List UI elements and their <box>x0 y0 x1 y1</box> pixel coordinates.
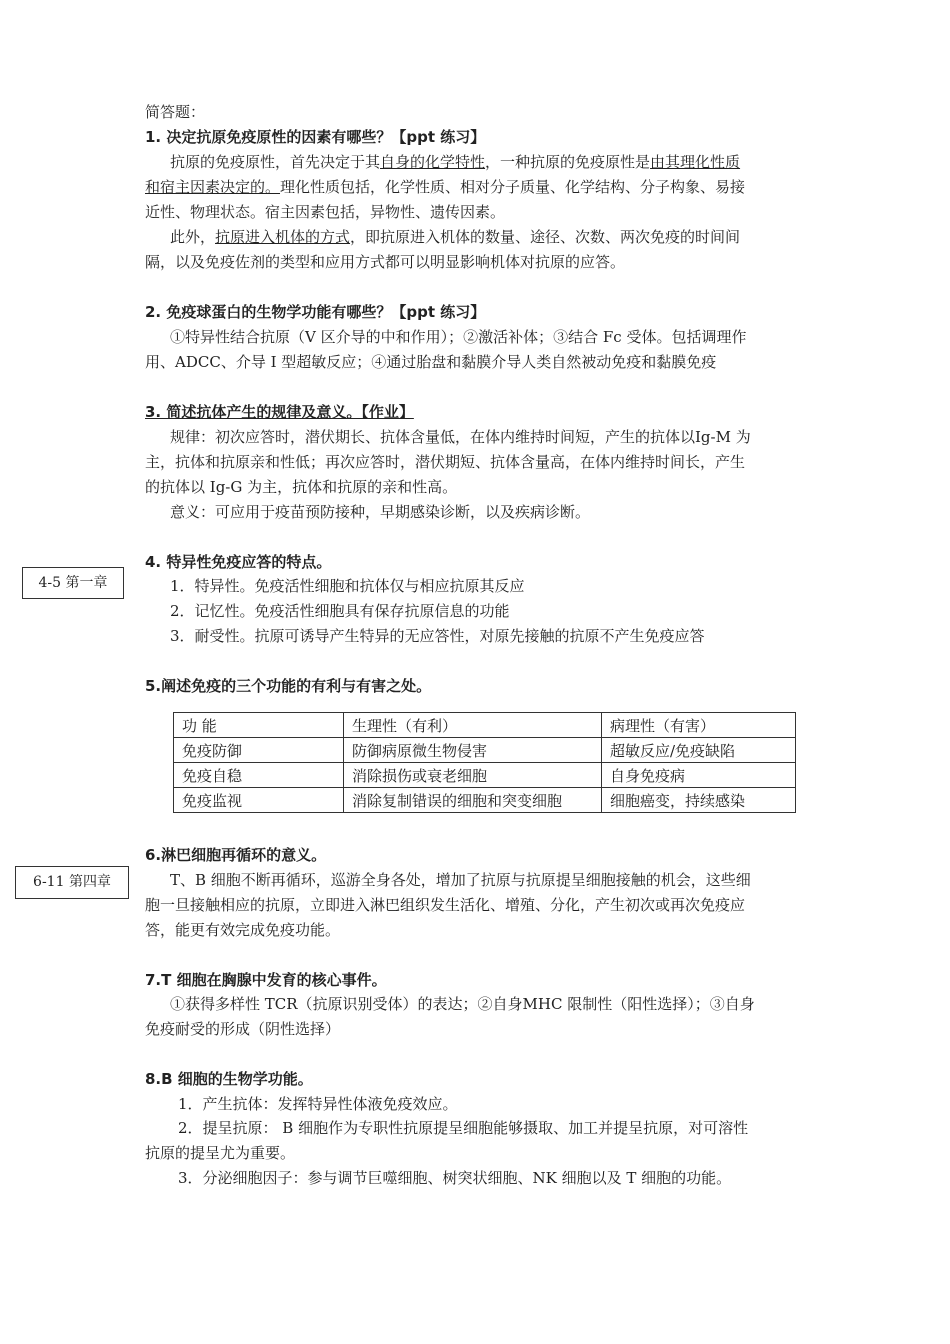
question-1-title: 1. 决定抗原免疫原性的因素有哪些？【ppt 练习】 <box>145 128 486 146</box>
chapter-note-box: 6-11 第四章 <box>15 866 129 899</box>
q1-line: 隔，以及免疫佐剂的类型和应用方式都可以明显影响机体对抗原的应答。 <box>145 253 626 271</box>
q3-line: 主，抗体和抗原亲和性低；再次应答时，潜伏期短、抗体含量高，在体内维持时间长，产生 <box>145 453 746 471</box>
q2-line: 用、ADCC、介导 I 型超敏反应；④通过胎盘和黏膜介导人类自然被动免疫和黏膜免疫 <box>145 353 717 371</box>
section-heading: 简答题： <box>145 103 206 121</box>
table-cell: 消除复制错误的细胞和突变细胞 <box>344 788 602 813</box>
table-cell: 细胞癌变，持续感染 <box>602 788 796 813</box>
question-8-title: 8.B 细胞的生物学功能。 <box>145 1070 313 1088</box>
q1-line <box>145 177 745 197</box>
list-item-continuation: 抗原的提呈尤为重要。 <box>145 1144 296 1162</box>
text: 抗原的免疫原性，首先决定于其 <box>170 153 381 171</box>
question-6-title: 6.淋巴细胞再循环的意义。 <box>145 846 327 864</box>
chapter-note-box: 4-5 第一章 <box>22 567 124 599</box>
text: 此外， <box>170 228 216 246</box>
text: ，一种抗原的免疫原性是 <box>485 153 651 171</box>
list-item: 3．耐受性。抗原可诱导产生特异的无应答性，对原先接触的抗原不产生免疫应答 <box>170 627 705 645</box>
q6-line: T、B 细胞不断再循环，巡游全身各处，增加了抗原与抗原提呈细胞接触的机会，这些细 <box>170 871 751 889</box>
question-2-title: 2. 免疫球蛋白的生物学功能有哪些？【ppt 练习】 <box>145 303 486 321</box>
underlined-text: 抗原进入机体的方式 <box>215 228 351 246</box>
underlined-text: 由其理化性质 <box>650 153 741 171</box>
table-cell: 防御病原微生物侵害 <box>344 738 602 763</box>
table-cell: 免疫自稳 <box>174 763 344 788</box>
q7-line: ①获得多样性 TCR（抗原识别受体）的表达；②自身MHC 限制性（阳性选择）；③自身 <box>170 995 755 1013</box>
table-cell: 免疫防御 <box>174 738 344 763</box>
question-4-title: 4. 特异性免疫应答的特点。 <box>145 553 332 571</box>
q1-line: 近性、物理状态。宿主因素包括，异物性、遗传因素。 <box>145 203 506 221</box>
table-cell: 病理性（有害） <box>602 713 796 738</box>
text: ，即抗原进入机体的数量、途径、次数、两次免疫的时间间 <box>350 228 741 246</box>
list-item: 3．分泌细胞因子：参与调节巨噬细胞、树突状细胞、NK 细胞以及 T 细胞的功能。 <box>178 1169 732 1187</box>
q6-line: 答，能更有效完成免疫功能。 <box>145 921 341 939</box>
table-cell: 生理性（有利） <box>344 713 602 738</box>
table-cell: 超敏反应/免疫缺陷 <box>602 738 796 763</box>
table-row <box>174 788 796 813</box>
list-item: 2．提呈抗原： B 细胞作为专职性抗原提呈细胞能够摄取、加工并提呈抗原，对可溶性 <box>178 1119 749 1137</box>
underlined-text: 自身的化学特性 <box>380 153 486 171</box>
question-5-title: 5.阐述免疫的三个功能的有利与有害之处。 <box>145 677 432 695</box>
text: 理化性质包括，化学性质、相对分子质量、化学结构、分子构象、易接 <box>280 178 746 196</box>
table-row <box>174 738 796 763</box>
q1-line <box>170 227 740 247</box>
q3-line: 规律：初次应答时，潜伏期长、抗体含量低，在体内维持时间短，产生的抗体以Ig-M 为 <box>170 428 751 446</box>
table-header-row <box>174 713 796 738</box>
list-item: 1．产生抗体：发挥特异性体液免疫效应。 <box>178 1095 458 1113</box>
immune-function-table <box>173 712 796 813</box>
table-cell: 自身免疫病 <box>602 763 796 788</box>
table-cell: 消除损伤或衰老细胞 <box>344 763 602 788</box>
question-3-title: 3. 简述抗体产生的规律及意义。【作业】 <box>145 403 414 421</box>
list-item: 1．特异性。免疫活性细胞和抗体仅与相应抗原其反应 <box>170 577 525 595</box>
question-7-title: 7.T 细胞在胸腺中发育的核心事件。 <box>145 971 387 989</box>
q3-line: 的抗体以 Ig-G 为主，抗体和抗原的亲和性高。 <box>145 478 458 496</box>
table-cell: 功 能 <box>174 713 344 738</box>
q2-line: ①特异性结合抗原（V 区介导的中和作用）；②激活补体；③结合 Fc 受体。包括调理作 <box>170 328 747 346</box>
q7-line: 免疫耐受的形成（阴性选择） <box>145 1020 341 1038</box>
underlined-text: 和宿主因素决定的。 <box>145 178 281 196</box>
q3-line: 意义：可应用于疫苗预防接种，早期感染诊断，以及疾病诊断。 <box>170 503 591 521</box>
q6-line: 胞一旦接触相应的抗原，立即进入淋巴组织发生活化、增殖、分化，产生初次或再次免疫应 <box>145 896 746 914</box>
q1-line <box>170 152 740 172</box>
table-cell: 免疫监视 <box>174 788 344 813</box>
table-row <box>174 763 796 788</box>
list-item: 2．记忆性。免疫活性细胞具有保存抗原信息的功能 <box>170 602 510 620</box>
